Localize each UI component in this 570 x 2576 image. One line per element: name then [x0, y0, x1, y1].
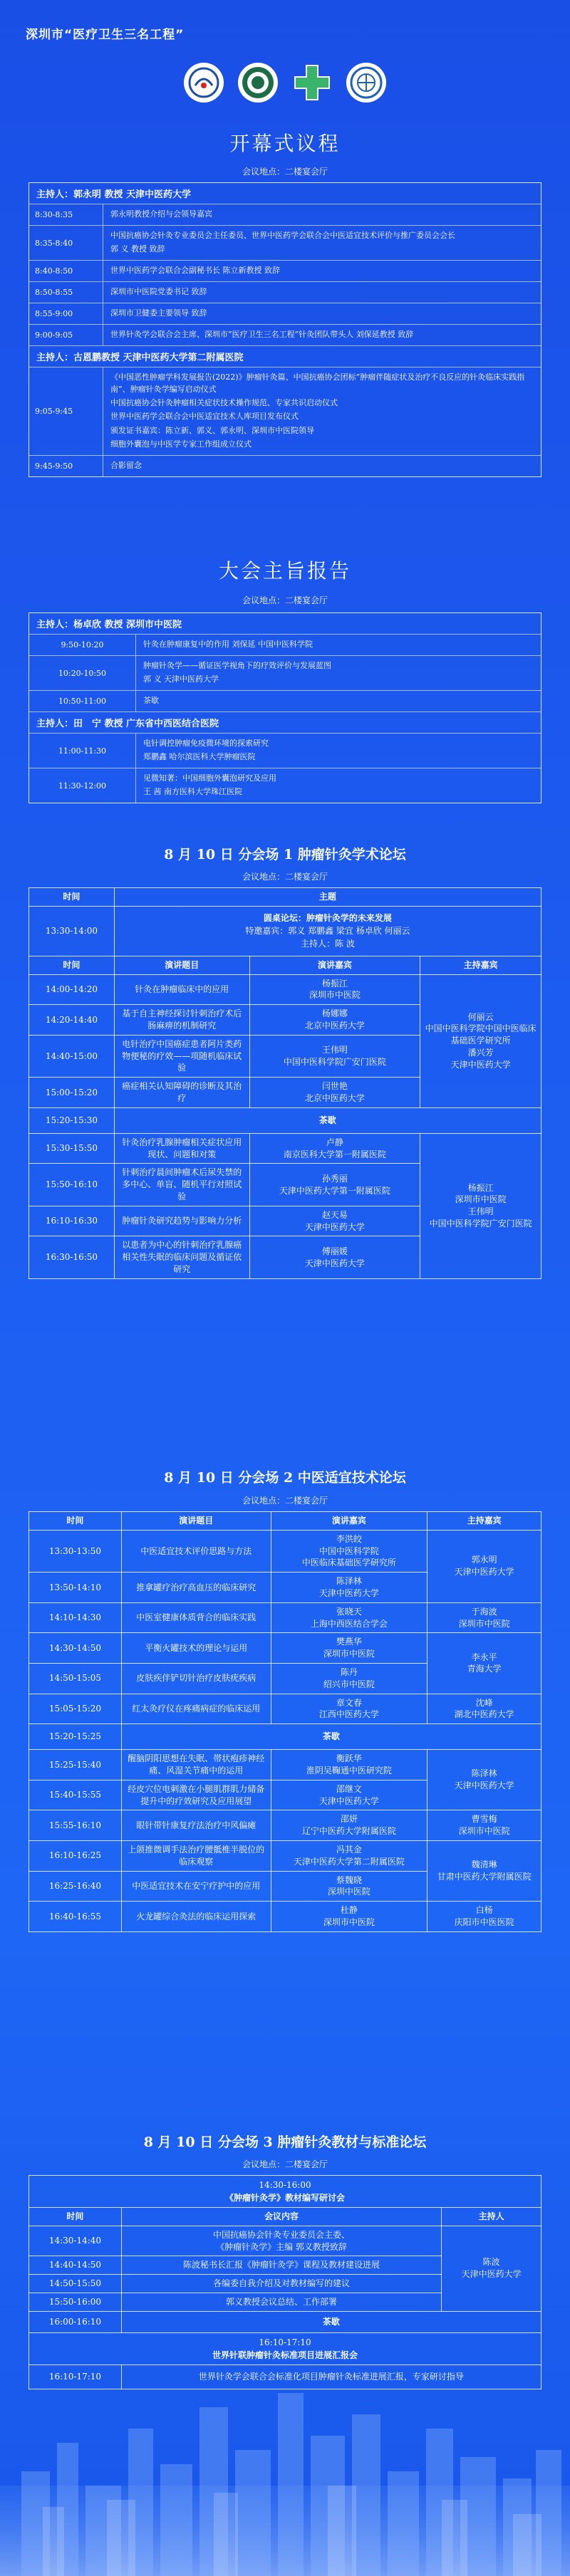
s1-speaker: 王伟明 中国中医科学院广安门医院 — [249, 1035, 420, 1077]
s2-time: 16:10-16:25 — [29, 1840, 122, 1871]
s2-host: 于海波 深圳市中医院 — [428, 1602, 542, 1633]
keynote-row — [29, 635, 541, 656]
s2-host: 沈峰 湖北中医药大学 — [428, 1694, 542, 1724]
s1-topic: 针刺治疗晨间肿瘤术后尿失禁的多中心、单盲、随机平行对照试验 — [114, 1164, 249, 1206]
session1-venue: 会议地点：二楼宴会厅 — [242, 872, 328, 882]
session2-title: 8 月 10 日 分会场 2 中医适宜技术论坛 — [164, 1470, 406, 1486]
keynote-content — [136, 656, 541, 690]
s2-row — [29, 1633, 542, 1664]
keynote-time: 9:50-10:20 — [29, 635, 136, 655]
keynote-row — [29, 768, 541, 803]
opening-time: 8:40-8:50 — [29, 261, 103, 281]
keynote-content — [136, 734, 541, 768]
s2-time: 16:25-16:40 — [29, 1871, 122, 1902]
s2-time: 15:05-15:20 — [29, 1694, 122, 1724]
opening-row — [29, 367, 541, 455]
s2-host: 郭永明 天津中医药大学 — [428, 1530, 542, 1602]
s2-topic: 经皮穴位电刺激在小腿肌群肌力储备提升中的疗效研究及应用展望 — [121, 1780, 271, 1810]
s3-last-time: 16:10-17:10 — [29, 2364, 122, 2389]
session1-head-topic: 主题 — [114, 888, 541, 907]
s2-speaker: 陈泽林 天津中医药大学 — [271, 1573, 428, 1603]
opening-content — [103, 226, 541, 260]
s2-row — [29, 1602, 542, 1633]
opening-row — [29, 261, 541, 282]
s2-speaker: 张晓天 上海中西医结合学会 — [271, 1602, 428, 1633]
keynote-line: 电针调控肿瘤免疫微环境的探索研究 — [143, 739, 269, 749]
s2-host: 李永平 青海大学 — [428, 1633, 542, 1694]
s1-time: 16:10-16:30 — [29, 1206, 115, 1236]
s1-speaker: 孙秀丽 天津中医药大学第一附属医院 — [249, 1164, 420, 1206]
s2-time: 14:50-15:05 — [29, 1663, 122, 1694]
forum-guests: 特邀嘉宾：郭义 郑鹏鑫 梁宜 杨卓欣 何丽云 — [245, 926, 410, 937]
col-topic: 演讲题目 — [114, 956, 249, 974]
s3-block2-time: 16:10-17:10 — [259, 2337, 311, 2347]
session3-table — [28, 2175, 542, 2389]
s2-topic: 推拿罐疗治疗高血压的临床研究 — [121, 1573, 271, 1603]
s3-break-time: 16:00-16:10 — [29, 2311, 122, 2332]
keynote-title: 大会主旨报告 — [218, 559, 351, 583]
s2-speaker: 陈丹 绍兴市中医院 — [271, 1663, 428, 1694]
opening-line: 合影留念 — [110, 460, 142, 470]
header-title: 深圳市“医疗卫生三名工程” — [26, 28, 185, 42]
hospital-logo-icon — [184, 63, 224, 103]
s2-time: 14:30-14:50 — [29, 1633, 122, 1664]
s3-time: 14:50-15:50 — [29, 2275, 122, 2293]
s1-time: 14:00-14:20 — [29, 974, 115, 1005]
s2-row — [29, 1530, 542, 1572]
opening-line: 郭永明教授介绍与会领导嘉宾 — [110, 209, 212, 219]
forum-title: 圆桌论坛：肿瘤针灸学的未来发展 — [263, 913, 392, 924]
session1-forum-time: 13:30-14:00 — [29, 906, 115, 956]
s1-host: 杨振江 深圳市中医院 王伟明 中国中医科学院广安门医院 — [420, 1133, 542, 1278]
col-time: 时间 — [29, 956, 115, 974]
keynote-line: 见微知著：中国细胞外囊泡研究及应用 — [143, 773, 276, 783]
s1-speaker: 赵天易 天津中医药大学 — [249, 1206, 420, 1236]
s2-speaker: 邵妍 辽宁中医药大学附属医院 — [271, 1810, 428, 1841]
s3-content: 郭义教授会议总结、工作部署 — [121, 2293, 441, 2311]
s1-topic: 电针治疗中国癌症患者阿片类药物便秘的疗效——项随机临床试验 — [114, 1035, 249, 1077]
opening-row — [29, 303, 541, 325]
s2-row — [29, 1840, 542, 1871]
s1-topic: 针灸治疗乳腺肿瘤相关症状应用现状、问题和对策 — [114, 1133, 249, 1164]
s1-topic: 基于自主神经探讨针刺治疗术后肠麻痹的机制研究 — [114, 1005, 249, 1036]
opening-title: 开幕式议程 — [229, 132, 341, 155]
opening-time: 8:30-8:35 — [29, 204, 103, 225]
s1-speaker: 杨振江 深圳市中医院 — [249, 974, 420, 1005]
keynote-line: 针灸在肿瘤康复中的作用 刘保延 中国中医科学院 — [143, 640, 313, 649]
session1-table — [28, 887, 542, 1279]
opening-content — [103, 282, 541, 303]
s2-host: 白杨 庆阳市中医医院 — [428, 1902, 542, 1932]
s3-host: 陈波 天津中医药大学 — [442, 2226, 542, 2311]
opening-host-1: 主持人：郭永明 教授 天津中医药大学 — [29, 183, 541, 204]
keynote-time: 11:30-12:00 — [29, 768, 136, 803]
opening-line: 细胞外囊泡与中医学专家工作组成立仪式 — [110, 439, 252, 449]
opening-time: 8:55-9:00 — [29, 303, 103, 324]
s3-block1 — [29, 2176, 542, 2208]
keynote-time: 10:50-11:00 — [29, 691, 136, 711]
s2-col-time: 时间 — [29, 1512, 122, 1531]
opening-content — [103, 367, 541, 454]
s2-topic: 眼针带针康复疗法治疗中风偏瘫 — [121, 1810, 271, 1841]
opening-row — [29, 282, 541, 303]
s2-speaker: 邵继文 天津中医药大学 — [271, 1780, 428, 1810]
s2-speaker: 李洪皎 中国中医科学院 中医临床基础医学研究所 — [271, 1530, 428, 1572]
s3-content: 各编委自我介绍及对教材编写的建议 — [121, 2275, 441, 2293]
session1-break: 茶歇 — [114, 1107, 541, 1133]
opening-line: 世界中医药学会联合会副秘书长 陈立新教授 致辞 — [110, 266, 280, 276]
s1-speaker: 傅丽媛 天津中医药大学 — [249, 1236, 420, 1278]
opening-line: 世界中医药学会联合会中医适宜技术人库项目发布仪式 — [110, 412, 299, 422]
session2-break: 茶歇 — [121, 1724, 541, 1750]
opening-time: 8:35-8:40 — [29, 226, 103, 260]
keynote-line: 肿瘤针灸学——循证医学视角下的疗效评价与发展蓝图 — [143, 661, 331, 671]
s3-block1-time: 14:30-16:00 — [259, 2180, 311, 2190]
s2-time: 13:30-13:50 — [29, 1530, 122, 1572]
forum-host: 主持人：陈 波 — [301, 939, 355, 949]
session3-title: 8 月 10 日 分会场 3 肿瘤针灸教材与标准论坛 — [143, 2134, 427, 2150]
keynote-content — [136, 768, 541, 803]
s2-speaker: 衡跃华 淮阴吴鞠通中医研究院 — [271, 1750, 428, 1780]
s2-speaker: 冯其金 天津中医药大学第二附属医院 — [271, 1840, 428, 1871]
s1-time: 15:00-15:20 — [29, 1078, 115, 1108]
opening-line: 《中国恶性肿瘤学科发展报告(2022)》肿瘤针灸篇、中国抗癌协会团标“肿瘤伴随症状及治疗不良反应的针灸临床实践指南”、肿瘤针灸学编写启动仪式 — [110, 372, 525, 395]
s3-block1-title: 《肿瘤针灸学》教材编写研讨会 — [224, 2193, 345, 2203]
s2-row — [29, 1750, 542, 1780]
opening-line: 郭 义 教授 致辞 — [110, 244, 165, 254]
s3-time: 14:40-14:50 — [29, 2256, 122, 2275]
s1-time: 15:50-16:10 — [29, 1164, 115, 1206]
university-logo-icon — [238, 63, 278, 103]
col-speaker: 演讲嘉宾 — [249, 956, 420, 974]
logo-row — [0, 63, 570, 103]
s3-block2-title: 世界针联肿瘤针灸标准项目进展汇报会 — [212, 2350, 358, 2360]
s2-topic: 火龙罐综合灸法的临床运用探索 — [121, 1902, 271, 1932]
keynote-row — [29, 656, 541, 691]
s1-time: 14:40-15:00 — [29, 1035, 115, 1077]
opening-time: 9:45-9:50 — [29, 456, 103, 476]
s1-topic: 针灸在肿瘤临床中的应用 — [114, 974, 249, 1005]
s2-topic: 中医适宜技术评价思路与方法 — [121, 1530, 271, 1572]
keynote-host-1: 主持人：杨卓欣 教授 深圳市中医院 — [29, 613, 541, 635]
keynote-row — [29, 734, 541, 768]
opening-row — [29, 325, 541, 345]
association-logo-icon — [346, 63, 386, 103]
opening-table — [28, 182, 542, 477]
s2-topic: 上颌推微调手法治疗腰骶椎半脱位的临床观察 — [121, 1840, 271, 1871]
s1-row — [29, 974, 542, 1005]
s3-content: 陈波秘书长汇报《肿瘤针灸学》课程及教材建设进展 — [121, 2256, 441, 2275]
s2-row — [29, 1694, 542, 1724]
session1-break-time: 15:20-15:30 — [29, 1107, 115, 1133]
s2-time: 15:55-16:10 — [29, 1810, 122, 1841]
s2-time: 13:50-14:10 — [29, 1573, 122, 1603]
s2-speaker: 蔡魏晓 深圳中医院 — [271, 1871, 428, 1902]
s3-col-content: 会议内容 — [121, 2208, 441, 2226]
s2-time: 16:40-16:55 — [29, 1902, 122, 1932]
session2-break-time: 15:20-15:25 — [29, 1724, 122, 1750]
s2-time: 15:40-15:55 — [29, 1780, 122, 1810]
opening-content — [103, 303, 541, 324]
s1-topic: 癌症相关认知障碍的诊断及其治疗 — [114, 1078, 249, 1108]
opening-time: 9:00-9:05 — [29, 325, 103, 345]
col-host: 主持嘉宾 — [420, 956, 542, 974]
s2-speaker: 杜静 深圳市中医院 — [271, 1902, 428, 1932]
opening-row — [29, 226, 541, 261]
opening-time: 9:05-9:45 — [29, 367, 103, 454]
opening-content — [103, 325, 541, 345]
keynote-row — [29, 691, 541, 711]
s2-time: 15:25-15:40 — [29, 1750, 122, 1780]
keynote-host-2: 主持人：田 宁 教授 广东省中西医结合医院 — [29, 711, 541, 734]
s1-speaker: 闫世艳 北京中医药大学 — [249, 1078, 420, 1108]
s3-time: 15:50-16:00 — [29, 2293, 122, 2311]
opening-line: 深圳市卫健委主要领导 致辞 — [110, 308, 207, 318]
session2-venue: 会议地点：二楼宴会厅 — [242, 1496, 328, 1506]
keynote-time: 11:00-11:30 — [29, 734, 136, 768]
session1-head-time: 时间 — [29, 888, 115, 907]
cross-logo-icon — [292, 63, 332, 103]
s2-row — [29, 1902, 542, 1932]
keynote-table — [28, 612, 542, 803]
s2-topic: 红太灸疗仪在疼痛病症的临床运用 — [121, 1694, 271, 1724]
opening-content — [103, 261, 541, 281]
s2-col-speaker: 演讲嘉宾 — [271, 1512, 428, 1531]
s3-break: 茶歇 — [121, 2311, 541, 2332]
s2-host: 魏清琳 甘肃中医药大学附属医院 — [428, 1840, 542, 1901]
s1-time: 16:30-16:50 — [29, 1236, 115, 1278]
opening-line: 中国抗癌协会针灸专业委员会主任委员、世界中医药学会联合会中医适宜技术评价与推广委员会会长 — [110, 231, 455, 241]
s1-time: 14:20-14:40 — [29, 1005, 115, 1036]
s1-host: 何丽云 中国中医科学院中国中医临床基础医学研究所 潘兴芳 天津中医药大学 — [420, 974, 542, 1107]
session3-venue: 会议地点：二楼宴会厅 — [242, 2159, 328, 2169]
s3-content: 中国抗癌协会针灸专业委员会主委、 《肿瘤针灸学》主编 郭义教授致辞 — [121, 2226, 441, 2256]
s1-speaker: 杨娜娜 北京中医药大学 — [249, 1005, 420, 1036]
opening-content — [103, 204, 541, 225]
keynote-line: 王 茜 南方医科大学珠江医院 — [143, 787, 242, 797]
s2-topic: 中医室健康体质背合的临床实践 — [121, 1602, 271, 1633]
keynote-line: 茶歇 — [143, 696, 159, 706]
s1-topic: 肿瘤针灸研究趋势与影响力分析 — [114, 1206, 249, 1236]
s2-col-host: 主持嘉宾 — [428, 1512, 542, 1531]
s2-host: 曹雪梅 深圳市中医院 — [428, 1810, 542, 1841]
opening-row — [29, 204, 541, 226]
s1-time: 15:30-15:50 — [29, 1133, 115, 1164]
s1-speaker: 卢静 南京医科大学第一附属医院 — [249, 1133, 420, 1164]
opening-row — [29, 456, 541, 476]
s3-row — [29, 2226, 542, 2256]
opening-line: 中国抗癌协会针灸肿瘤相关症状技术操作规范、专家共识启动仪式 — [110, 398, 338, 408]
opening-time: 8:50-8:55 — [29, 282, 103, 303]
keynote-venue: 会议地点：二楼宴会厅 — [242, 595, 328, 605]
keynote-time: 10:20-10:50 — [29, 656, 136, 690]
s2-row — [29, 1810, 542, 1841]
keynote-line: 郑鹏鑫 哈尔滨医科大学肿瘤医院 — [143, 752, 256, 762]
s3-col-time: 时间 — [29, 2208, 122, 2226]
keynote-content — [136, 635, 541, 655]
session1-forum — [114, 906, 541, 956]
s2-speaker: 章文春 江西中医药大学 — [271, 1694, 428, 1724]
session2-table — [28, 1511, 542, 1932]
keynote-line: 郭 义 天津中医药大学 — [143, 674, 219, 684]
s2-speaker: 樊燕华 深圳市中医院 — [271, 1633, 428, 1664]
s1-row — [29, 1133, 542, 1164]
opening-line: 世界针灸学会联合会主席、深圳市“医疗卫生三名工程”针灸团队带头人 刘保延教授 致辞 — [110, 330, 414, 340]
session1-title: 8 月 10 日 分会场 1 肿瘤针灸学术论坛 — [164, 847, 406, 862]
s2-topic: 皮肤疾伴铲切针治疗皮肤疣疾病 — [121, 1663, 271, 1694]
s3-col-host: 主持人 — [442, 2208, 542, 2226]
s2-topic: 平衡火罐技术的理论与运用 — [121, 1633, 271, 1664]
s2-time: 14:10-14:30 — [29, 1602, 122, 1633]
s1-topic: 以患者为中心的针刺治疗乳腺癌相关性失眠的临床问题及循证依研究 — [114, 1236, 249, 1278]
s3-last-content: 世界针灸学会联合会标准化项目肿瘤针灸标准进展汇报，专家研讨指导 — [121, 2364, 541, 2389]
s2-topic: 中医适宜技术在安宁疗护中的应用 — [121, 1871, 271, 1902]
city-skyline-icon — [0, 2364, 570, 2576]
opening-venue: 会议地点：二楼宴会厅 — [242, 167, 328, 177]
opening-host-2: 主持人：古恩鹏教授 天津中医药大学第二附属医院 — [29, 345, 541, 367]
keynote-content — [136, 691, 541, 711]
s2-topic: 醒脑阴阳思想在失眠、帯状疱疹神经痛、风湿关节痛中的运用 — [121, 1750, 271, 1780]
s2-col-topic: 演讲题目 — [121, 1512, 271, 1531]
opening-line: 深圳市中医院党委书记 致辞 — [110, 287, 207, 297]
s3-block2 — [29, 2332, 542, 2364]
s3-time: 14:30-14:40 — [29, 2226, 122, 2256]
opening-line: 颁发证书嘉宾：陈立新、郭义、郭永明、深圳市中医院领导 — [110, 425, 314, 435]
s2-host: 陈泽林 天津中医药大学 — [428, 1750, 542, 1810]
opening-content — [103, 456, 541, 476]
